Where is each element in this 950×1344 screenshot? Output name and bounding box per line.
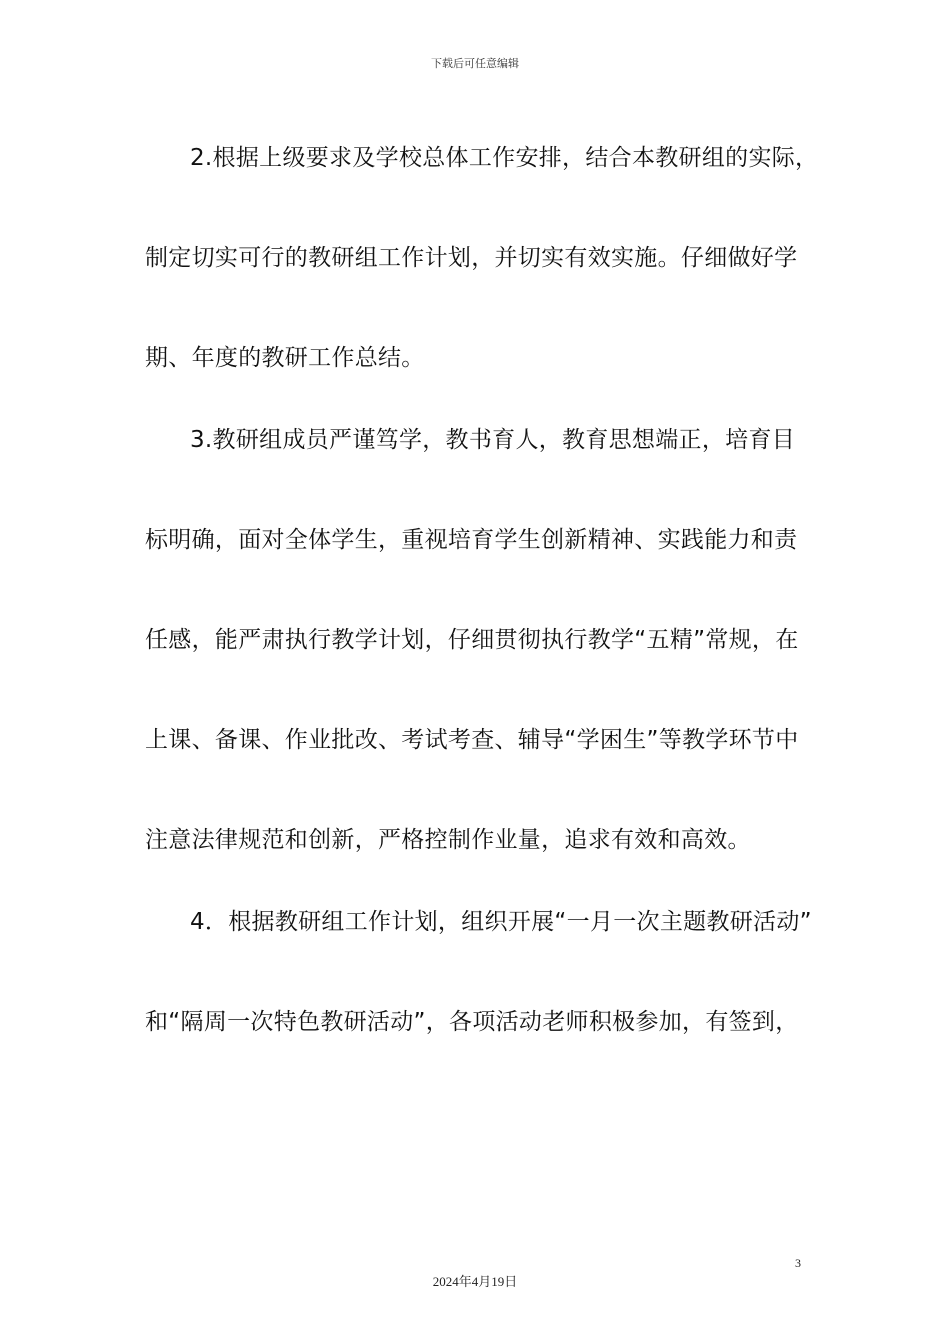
- paragraph-3-line-4: 上课、备课、作业批改、考试考查、辅导“学困生”等教学环节中: [145, 727, 799, 753]
- footer-date: 2024年4月19日: [432, 1274, 518, 1289]
- paragraph-3-line-2: 标明确，面对全体学生，重视培育学生创新精神、实践能力和责: [145, 527, 798, 553]
- paragraph-4-line-2: 和“隔周一次特色教研活动”，各项活动老师积极参加，有签到，: [145, 1009, 799, 1035]
- page-number: 3: [795, 1256, 801, 1270]
- paragraph-3-line-5: 注意法律规范和创新，严格控制作业量，追求有效和高效。: [145, 827, 751, 853]
- paragraph-3-line-3: 任感，能严肃执行教学计划，仔细贯彻执行教学“五精”常规，在: [145, 627, 799, 653]
- paragraph-2-line-1: 2.根据上级要求及学校总体工作安排，结合本教研组的实际，: [190, 145, 819, 171]
- paragraph-2-line-2: 制定切实可行的教研组工作计划，并切实有效实施。仔细做好学: [145, 245, 798, 271]
- paragraph-2-line-3: 期、年度的教研工作总结。: [145, 345, 425, 371]
- header-note: 下载后可任意编辑: [431, 57, 519, 70]
- paragraph-3-line-1: 3.教研组成员严谨笃学，教书育人，教育思想端正，培育目: [190, 427, 796, 453]
- paragraph-4-line-1: 4．根据教研组工作计划，组织开展“一月一次主题教研活动”: [190, 909, 812, 935]
